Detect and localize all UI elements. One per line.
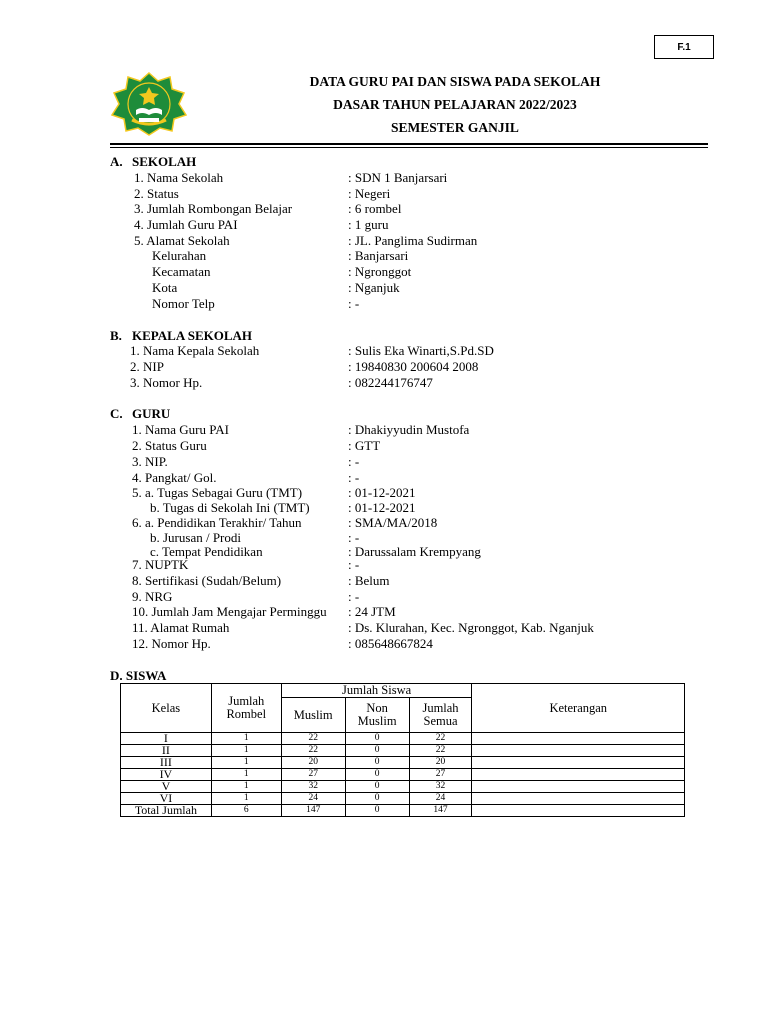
cell-semua: 22 bbox=[409, 745, 472, 757]
section-a-heading bbox=[110, 154, 196, 170]
cell-rombel: 1 bbox=[211, 733, 281, 745]
form-code-box bbox=[654, 35, 714, 59]
cell-semua: 27 bbox=[409, 769, 472, 781]
header-jumlah-rombel-text: Jumlah Rombel bbox=[226, 694, 267, 721]
cell-non-muslim: 0 bbox=[345, 781, 409, 793]
cell-keterangan bbox=[472, 757, 685, 769]
cell-non-muslim: 0 bbox=[345, 805, 409, 817]
cell-keterangan bbox=[472, 733, 685, 745]
field-label: 2. Status bbox=[134, 186, 179, 201]
field-value: : - bbox=[348, 589, 360, 604]
field-label: 5. a. Tugas Sebagai Guru (TMT) bbox=[132, 485, 303, 500]
document-title-line-2: DASAR TAHUN PELAJARAN 2022/2023 bbox=[333, 97, 577, 112]
header-keterangan: Keterangan bbox=[472, 684, 685, 733]
section-a-title: SEKOLAH bbox=[132, 154, 197, 169]
header-jumlah-siswa: Jumlah Siswa bbox=[281, 684, 472, 698]
cell-non-muslim: 0 bbox=[345, 769, 409, 781]
section-c-title: GURU bbox=[132, 406, 171, 421]
cell-keterangan bbox=[472, 793, 685, 805]
field-label: Kelurahan bbox=[152, 248, 207, 263]
cell-kelas: V bbox=[121, 781, 212, 793]
field-label: Kecamatan bbox=[152, 264, 211, 279]
field-value: : 01-12-2021 bbox=[348, 485, 416, 500]
section-d-heading: D. SISWA bbox=[110, 668, 167, 683]
kemenag-logo-icon bbox=[106, 72, 192, 136]
header-jumlah-rombel bbox=[211, 684, 281, 733]
field-label: c. Tempat Pendidikan bbox=[150, 544, 263, 559]
cell-non-muslim: 0 bbox=[345, 745, 409, 757]
section-a-letter: A. bbox=[110, 154, 123, 169]
header-jumlah-semua-text: Jumlah Semua bbox=[422, 701, 459, 728]
cell-non-muslim: 0 bbox=[345, 733, 409, 745]
field-value: : 085648667824 bbox=[348, 636, 433, 651]
field-value: : - bbox=[348, 530, 360, 545]
field-value: : 01-12-2021 bbox=[348, 500, 416, 515]
cell-non-muslim: 0 bbox=[345, 757, 409, 769]
field-value: : - bbox=[348, 470, 360, 485]
field-value: : - bbox=[348, 557, 360, 572]
field-label: 4. Jumlah Guru PAI bbox=[134, 217, 238, 232]
field-value: : Ngronggot bbox=[348, 264, 412, 279]
cell-kelas: III bbox=[121, 757, 212, 769]
cell-rombel: 1 bbox=[211, 745, 281, 757]
field-value: : Negeri bbox=[348, 186, 391, 201]
field-value: : 19840830 200604 2008 bbox=[348, 359, 479, 374]
field-label: 8. Sertifikasi (Sudah/Belum) bbox=[132, 573, 282, 588]
field-label: 6. a. Pendidikan Terakhir/ Tahun bbox=[132, 515, 302, 530]
header-non-muslim-text: Non Muslim bbox=[357, 701, 397, 728]
section-c-heading bbox=[110, 406, 170, 422]
field-label: 3. NIP. bbox=[132, 454, 168, 469]
section-b-heading bbox=[110, 328, 252, 344]
field-value: : 6 rombel bbox=[348, 201, 402, 216]
field-value: : Darussalam Krempyang bbox=[348, 544, 481, 559]
cell-muslim: 20 bbox=[281, 757, 345, 769]
table-row bbox=[121, 757, 685, 769]
cell-muslim: 147 bbox=[281, 805, 345, 817]
table-row bbox=[121, 733, 685, 745]
field-value: : Banjarsari bbox=[348, 248, 409, 263]
cell-keterangan bbox=[472, 745, 685, 757]
document-title-line-3: SEMESTER GANJIL bbox=[391, 120, 519, 135]
field-label: 5. Alamat Sekolah bbox=[134, 233, 230, 248]
form-code: F.1 bbox=[677, 41, 691, 53]
field-value: : SMA/MA/2018 bbox=[348, 515, 438, 530]
table-total-row bbox=[121, 805, 685, 817]
table-row bbox=[121, 745, 685, 757]
table-row bbox=[121, 793, 685, 805]
cell-keterangan bbox=[472, 781, 685, 793]
field-label: 2. Status Guru bbox=[132, 438, 207, 453]
cell-keterangan bbox=[472, 769, 685, 781]
header-jumlah-semua bbox=[409, 698, 472, 733]
cell-semua: 32 bbox=[409, 781, 472, 793]
cell-kelas: I bbox=[121, 733, 212, 745]
field-label: 2. NIP bbox=[130, 359, 164, 374]
field-label: Nomor Telp bbox=[152, 296, 215, 311]
section-c-letter: C. bbox=[110, 406, 123, 421]
table-row bbox=[121, 769, 685, 781]
section-b-letter: B. bbox=[110, 328, 122, 343]
field-value: : 1 guru bbox=[348, 217, 389, 232]
field-value: : GTT bbox=[348, 438, 381, 453]
cell-keterangan bbox=[472, 805, 685, 817]
field-label: 12. Nomor Hp. bbox=[132, 636, 211, 651]
document-title-line-1: DATA GURU PAI DAN SISWA PADA SEKOLAH bbox=[309, 74, 601, 89]
field-value: : - bbox=[348, 296, 360, 311]
field-value: : JL. Panglima Sudirman bbox=[348, 233, 478, 248]
cell-rombel: 1 bbox=[211, 769, 281, 781]
cell-kelas: II bbox=[121, 745, 212, 757]
field-label: b. Tugas di Sekolah Ini (TMT) bbox=[150, 500, 310, 515]
field-label: 9. NRG bbox=[132, 589, 173, 604]
field-value: : - bbox=[348, 454, 360, 469]
field-value: : Ds. Klurahan, Kec. Ngronggot, Kab. Nganjuk bbox=[348, 620, 594, 635]
cell-semua: 22 bbox=[409, 733, 472, 745]
cell-semua: 20 bbox=[409, 757, 472, 769]
field-label: 4. Pangkat/ Gol. bbox=[132, 470, 217, 485]
field-label: 3. Jumlah Rombongan Belajar bbox=[134, 201, 293, 216]
cell-semua: 24 bbox=[409, 793, 472, 805]
field-label: 1. Nama Sekolah bbox=[134, 170, 224, 185]
table-row bbox=[121, 781, 685, 793]
cell-rombel: 1 bbox=[211, 757, 281, 769]
field-value: : Sulis Eka Winarti,S.Pd.SD bbox=[348, 343, 494, 358]
field-label: 7. NUPTK bbox=[132, 557, 189, 572]
header-non-muslim bbox=[345, 698, 409, 733]
table-header-row bbox=[121, 684, 685, 698]
field-value: : Nganjuk bbox=[348, 280, 400, 295]
header-muslim: Muslim bbox=[281, 698, 345, 733]
field-value: : 082244176747 bbox=[348, 375, 433, 390]
field-label: 1. Nama Kepala Sekolah bbox=[130, 343, 260, 358]
field-value: : 24 JTM bbox=[348, 604, 396, 619]
title-rule-thin bbox=[110, 147, 708, 148]
siswa-table bbox=[120, 683, 685, 817]
field-label: 1. Nama Guru PAI bbox=[132, 422, 230, 437]
cell-muslim: 22 bbox=[281, 733, 345, 745]
cell-kelas: IV bbox=[121, 769, 212, 781]
field-value: : SDN 1 Banjarsari bbox=[348, 170, 448, 185]
section-b-title: KEPALA SEKOLAH bbox=[132, 328, 253, 343]
field-label: 10. Jumlah Jam Mengajar Perminggu bbox=[132, 604, 327, 619]
cell-muslim: 27 bbox=[281, 769, 345, 781]
cell-muslim: 32 bbox=[281, 781, 345, 793]
cell-rombel: 6 bbox=[211, 805, 281, 817]
cell-kelas: Total Jumlah bbox=[121, 805, 212, 817]
field-label: 11. Alamat Rumah bbox=[132, 620, 230, 635]
cell-rombel: 1 bbox=[211, 793, 281, 805]
cell-rombel: 1 bbox=[211, 781, 281, 793]
field-label: 3. Nomor Hp. bbox=[130, 375, 203, 390]
field-label: Kota bbox=[152, 280, 178, 295]
cell-kelas: VI bbox=[121, 793, 212, 805]
title-rule-thick bbox=[110, 143, 708, 145]
header-kelas: Kelas bbox=[121, 684, 212, 733]
cell-muslim: 22 bbox=[281, 745, 345, 757]
cell-semua: 147 bbox=[409, 805, 472, 817]
field-label: b. Jurusan / Prodi bbox=[150, 530, 241, 545]
cell-muslim: 24 bbox=[281, 793, 345, 805]
cell-non-muslim: 0 bbox=[345, 793, 409, 805]
field-value: : Dhakiyyudin Mustofa bbox=[348, 422, 470, 437]
field-value: : Belum bbox=[348, 573, 390, 588]
